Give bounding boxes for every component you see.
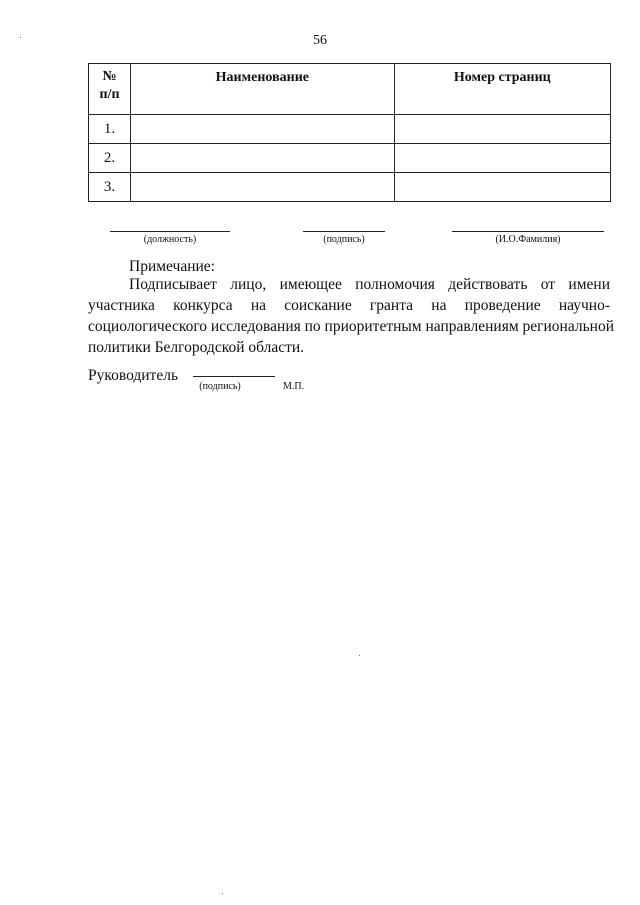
header-number <box>89 64 131 115</box>
table-row <box>89 115 611 144</box>
note-line: политики Белгородской области. <box>88 339 305 356</box>
row-name-cell <box>131 115 395 144</box>
note-line: Подписывает лицо, имеющее полномочия действовать от имени <box>129 276 610 293</box>
row-pages-cell <box>394 115 610 144</box>
page-number: 56 <box>313 33 327 48</box>
header-pages: Номер страниц <box>394 64 610 115</box>
table-header-row <box>89 64 611 115</box>
table-row <box>89 173 611 202</box>
head-signature-line <box>193 376 275 377</box>
note-body <box>88 274 615 358</box>
signature-caption: (подпись) <box>323 234 365 245</box>
note-title: Примечание: <box>129 258 215 275</box>
row-name-cell <box>131 144 395 173</box>
note-line: участника конкурса на соискание гранта на проведение научно- <box>88 297 610 314</box>
row-number: 1. <box>89 115 131 144</box>
header-number-line2: п/п <box>99 87 120 102</box>
position-signature-line <box>110 231 230 232</box>
name-signature-line <box>452 231 604 232</box>
row-pages-cell <box>394 144 610 173</box>
head-label: Руководитель <box>88 367 179 384</box>
row-name-cell <box>131 173 395 202</box>
table-row <box>89 144 611 173</box>
head-signature-caption: (подпись) <box>199 381 241 392</box>
header-number-line1: № <box>102 69 117 84</box>
scan-speck <box>359 655 360 656</box>
header-name: Наименование <box>131 64 395 115</box>
name-caption: (И.О.Фамилия) <box>495 234 561 245</box>
row-number: 3. <box>89 173 131 202</box>
note-line: социологического исследования по приоритетным направлениям региональной <box>88 318 615 335</box>
scan-speck <box>20 37 21 38</box>
stamp-caption: М.П. <box>283 381 305 392</box>
row-number: 2. <box>89 144 131 173</box>
position-caption: (должность) <box>143 234 197 245</box>
signature-line <box>303 231 385 232</box>
scan-speck <box>222 893 223 894</box>
document-table <box>88 63 611 202</box>
row-pages-cell <box>394 173 610 202</box>
